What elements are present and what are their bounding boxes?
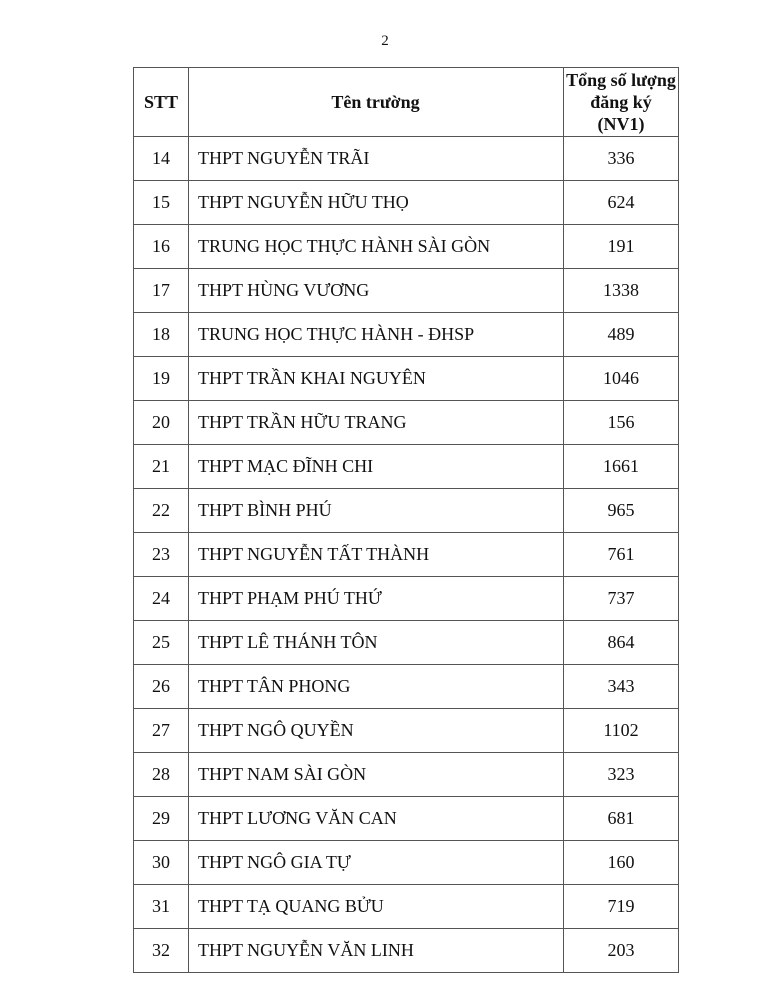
cell-registration-count: 681: [564, 797, 679, 841]
cell-stt: 21: [134, 445, 189, 489]
table-row: [134, 357, 679, 401]
cell-registration-count: 203: [564, 929, 679, 973]
cell-registration-count: 761: [564, 533, 679, 577]
cell-school-name: THPT HÙNG VƯƠNG: [189, 269, 564, 313]
cell-registration-count: 864: [564, 621, 679, 665]
table-row: [134, 225, 679, 269]
cell-school-name: THPT NGUYỄN VĂN LINH: [189, 929, 564, 973]
table-row: [134, 577, 679, 621]
cell-school-name: THPT LÊ THÁNH TÔN: [189, 621, 564, 665]
table-row: [134, 313, 679, 357]
cell-school-name: THPT NGUYỄN TẤT THÀNH: [189, 533, 564, 577]
cell-registration-count: 1102: [564, 709, 679, 753]
table-row: [134, 841, 679, 885]
cell-registration-count: 1046: [564, 357, 679, 401]
cell-stt: 29: [134, 797, 189, 841]
cell-stt: 17: [134, 269, 189, 313]
cell-school-name: THPT NAM SÀI GÒN: [189, 753, 564, 797]
cell-school-name: THPT BÌNH PHÚ: [189, 489, 564, 533]
cell-school-name: THPT MẠC ĐĨNH CHI: [189, 445, 564, 489]
cell-stt: 28: [134, 753, 189, 797]
cell-stt: 24: [134, 577, 189, 621]
table-row: [134, 533, 679, 577]
cell-school-name: TRUNG HỌC THỰC HÀNH SÀI GÒN: [189, 225, 564, 269]
table-row: [134, 709, 679, 753]
table-row: [134, 137, 679, 181]
cell-registration-count: 191: [564, 225, 679, 269]
table-row: [134, 445, 679, 489]
cell-school-name: TRUNG HỌC THỰC HÀNH - ĐHSP: [189, 313, 564, 357]
header-registration-count: [564, 68, 679, 137]
cell-stt: 27: [134, 709, 189, 753]
table-row: [134, 621, 679, 665]
cell-registration-count: 965: [564, 489, 679, 533]
cell-school-name: THPT TẠ QUANG BỬU: [189, 885, 564, 929]
cell-school-name: THPT LƯƠNG VĂN CAN: [189, 797, 564, 841]
cell-stt: 20: [134, 401, 189, 445]
cell-registration-count: 624: [564, 181, 679, 225]
header-count-line1: Tổng số lượng: [566, 70, 676, 90]
cell-stt: 22: [134, 489, 189, 533]
cell-stt: 19: [134, 357, 189, 401]
cell-registration-count: 323: [564, 753, 679, 797]
header-stt: STT: [134, 68, 189, 137]
table-row: [134, 489, 679, 533]
header-school-name: Tên trường: [189, 68, 564, 137]
cell-stt: 14: [134, 137, 189, 181]
cell-registration-count: 343: [564, 665, 679, 709]
table-row: [134, 665, 679, 709]
cell-school-name: THPT NGÔ QUYỀN: [189, 709, 564, 753]
cell-school-name: THPT NGUYỄN TRÃI: [189, 137, 564, 181]
table-row: [134, 929, 679, 973]
table-body: [134, 137, 679, 973]
cell-school-name: THPT TÂN PHONG: [189, 665, 564, 709]
cell-stt: 23: [134, 533, 189, 577]
cell-stt: 31: [134, 885, 189, 929]
cell-registration-count: 1661: [564, 445, 679, 489]
cell-school-name: THPT TRẦN HỮU TRANG: [189, 401, 564, 445]
cell-school-name: THPT NGÔ GIA TỰ: [189, 841, 564, 885]
header-count-line2: đăng ký (NV1): [590, 92, 652, 134]
table-row: [134, 885, 679, 929]
cell-stt: 16: [134, 225, 189, 269]
cell-stt: 18: [134, 313, 189, 357]
cell-registration-count: 160: [564, 841, 679, 885]
cell-registration-count: 719: [564, 885, 679, 929]
cell-stt: 25: [134, 621, 189, 665]
cell-school-name: THPT PHẠM PHÚ THỨ: [189, 577, 564, 621]
cell-stt: 26: [134, 665, 189, 709]
table-row: [134, 269, 679, 313]
cell-registration-count: 1338: [564, 269, 679, 313]
table-row: [134, 181, 679, 225]
cell-registration-count: 737: [564, 577, 679, 621]
cell-registration-count: 336: [564, 137, 679, 181]
cell-registration-count: 156: [564, 401, 679, 445]
cell-stt: 15: [134, 181, 189, 225]
page-number: 2: [381, 33, 389, 49]
cell-stt: 30: [134, 841, 189, 885]
table-row: [134, 401, 679, 445]
registration-table: [133, 67, 679, 973]
cell-school-name: THPT NGUYỄN HỮU THỌ: [189, 181, 564, 225]
table-row: [134, 753, 679, 797]
table-row: [134, 797, 679, 841]
cell-stt: 32: [134, 929, 189, 973]
table-header-row: [134, 68, 679, 137]
cell-registration-count: 489: [564, 313, 679, 357]
cell-school-name: THPT TRẦN KHAI NGUYÊN: [189, 357, 564, 401]
